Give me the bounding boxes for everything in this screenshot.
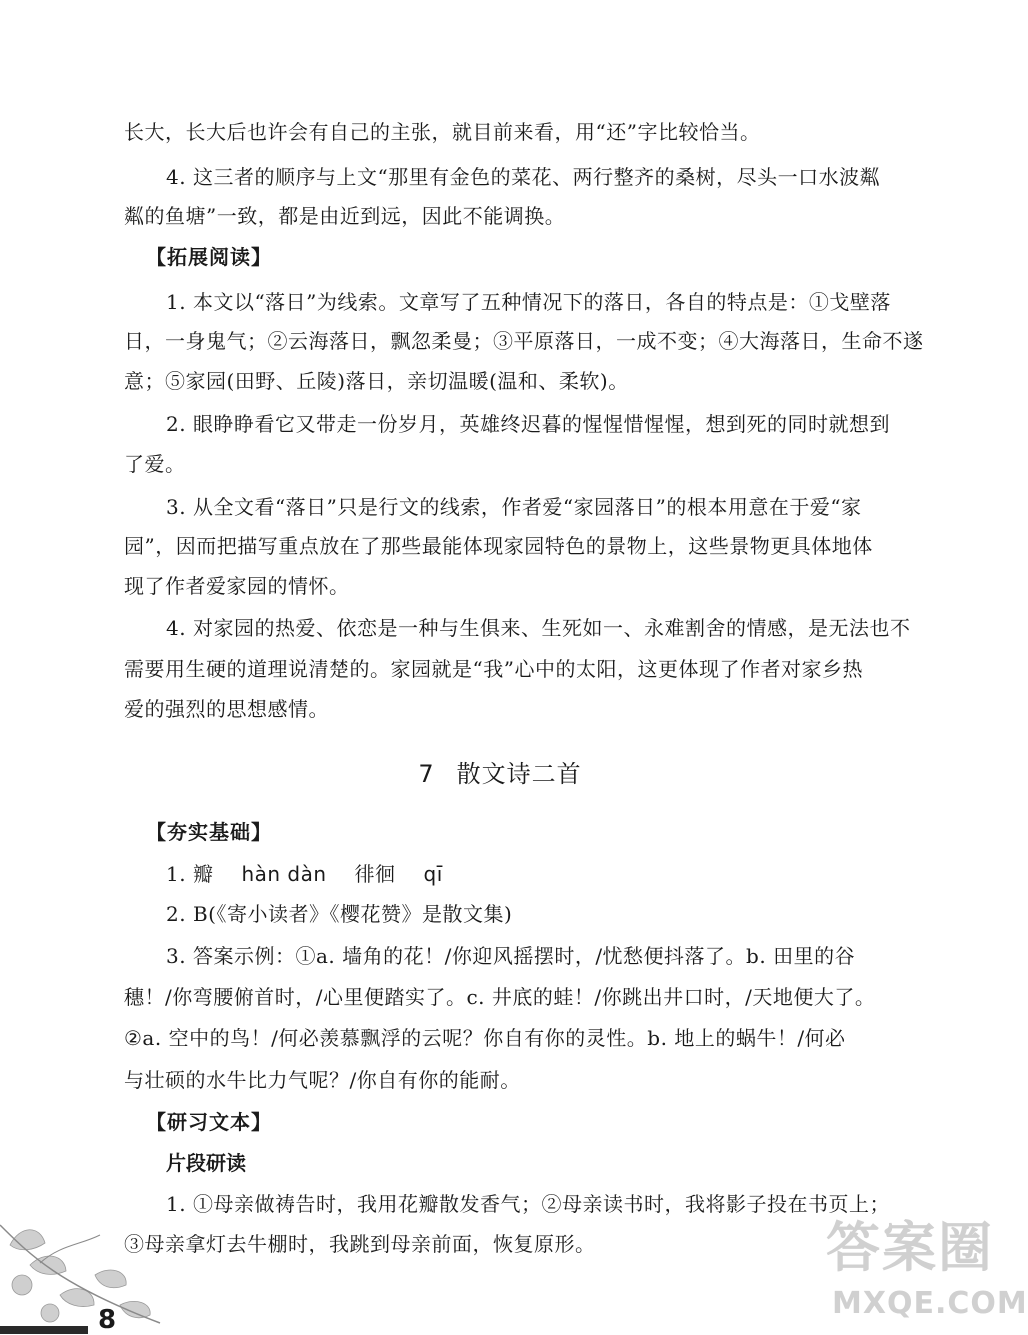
subheading-fragment-reading: 片段研读 [166, 1151, 246, 1175]
question-1-line [166, 860, 443, 888]
text-line: 粼的鱼塘”一致，都是由近到远，因此不能调换。 [124, 204, 566, 228]
watermark-url: MXQE.COM [832, 1286, 1028, 1321]
chapter-number: 7 [418, 760, 435, 788]
text-line: 日，一身鬼气；②云海落日，飘忽柔曼；③平原落日，一成不变；④大海落日，生命不遂 [124, 329, 924, 353]
text-line: ③母亲拿灯去牛棚时，我跳到母亲前面，恢复原形。 [124, 1232, 596, 1256]
text-line: 3. 答案示例：①a. 墙角的花！/你迎风摇摆时，/忧愁便抖落了。b. 田里的谷 [166, 944, 856, 968]
page-number: 8 [98, 1305, 117, 1335]
text-line: 2. B(《寄小读者》《樱花赞》是散文集) [166, 902, 513, 926]
text-line: 4. 对家园的热爱、依恋是一种与生俱来、生死如一、永难割舍的情感，是无法也不 [166, 616, 911, 640]
chapter-name: 散文诗二首 [456, 760, 582, 788]
section-heading-solid-basics: 【夯实基础】 [146, 820, 272, 844]
text-line: 长大，长大后也许会有自己的主张，就目前来看，用“还”字比较恰当。 [124, 120, 761, 144]
q1-prefix: 1. 瓣 [166, 862, 214, 886]
text-line: ②a. 空中的鸟！/何必羡慕飘浮的云呢？你自有你的灵性。b. 地上的蜗牛！/何必 [124, 1026, 846, 1050]
text-line: 3. 从全文看“落日”只是行文的线索，作者爱“家园落日”的根本用意在于爱“家 [166, 495, 862, 519]
floral-decoration-icon [0, 1205, 160, 1330]
text-line: 4. 这三者的顺序与上文“那里有金色的菜花、两行整齐的桑树，尽头一口水波粼 [166, 165, 881, 189]
text-line: 1. 本文以“落日”为线索。文章写了五种情况下的落日，各自的特点是：①戈壁落 [166, 290, 891, 314]
watermark-text: 答案圈 [826, 1216, 994, 1279]
text-line: 2. 眼睁睁看它又带走一份岁月，英雄终迟暮的惺惺惜惺惺，想到死的同时就想到 [166, 412, 890, 436]
text-line: 了爱。 [124, 452, 186, 476]
q1-pinyin-1: hàn dàn [241, 862, 327, 886]
watermark-logo [826, 1216, 1028, 1328]
text-line: 需要用生硬的道理说清楚的。家园就是“我”心中的太阳，这更体现了作者对家乡热 [124, 657, 863, 681]
section-heading-extended-reading: 【拓展阅读】 [146, 245, 272, 269]
chapter-title [0, 758, 1000, 790]
text-line: 1. ①母亲做祷告时，我用花瓣散发香气；②母亲读书时，我将影子投在书页上； [166, 1192, 890, 1216]
text-line: 意；⑤家园(田野、丘陵)落日，亲切温暖(温和、柔软)。 [124, 369, 629, 393]
text-line: 园”，因而把描写重点放在了那些最能体现家园特色的景物上，这些景物更具体地体 [124, 534, 873, 558]
q1-pinyin-2: qī [423, 862, 443, 886]
text-line: 与壮硕的水牛比力气呢？/你自有你的能耐。 [124, 1068, 521, 1092]
text-line: 现了作者爱家园的情怀。 [124, 574, 350, 598]
q1-word: 徘徊 [354, 862, 396, 886]
section-heading-study-text: 【研习文本】 [146, 1110, 272, 1134]
text-line: 穗！/你弯腰俯首时，/心里便踏实了。c. 井底的蛙！/你跳出井口时，/天地便大了。 [124, 985, 876, 1009]
text-line: 爱的强烈的思想感情。 [124, 697, 329, 721]
footer-bar [0, 1326, 88, 1334]
